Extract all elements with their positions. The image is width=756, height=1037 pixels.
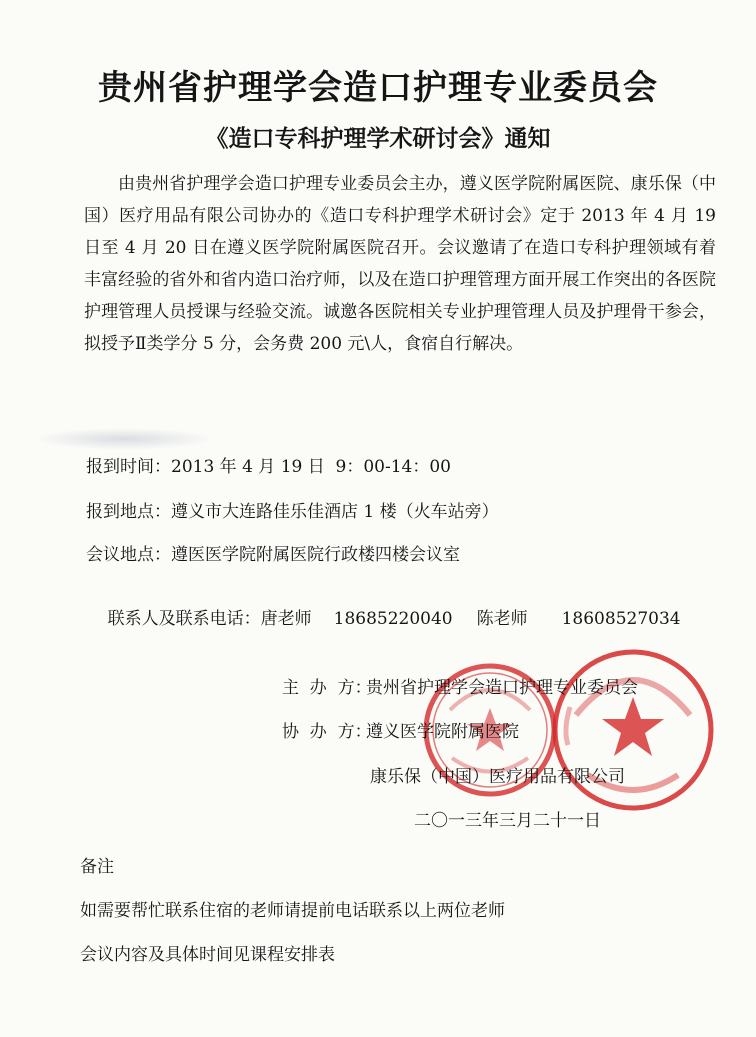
document-title: 贵州省护理学会造口护理专业委员会 [98, 68, 658, 108]
scan-smudge [34, 428, 214, 450]
co-organizer-value-2: 康乐保（中国）医疗用品有限公司 [370, 767, 625, 787]
hospital-seal-icon [548, 645, 718, 815]
contact-label: 联系人及联系电话： [107, 609, 261, 629]
contact-line [86, 584, 681, 649]
registration-time: 报到时间：2013 年 4 月 19 日 9：00-14：00 [86, 457, 451, 477]
host-label: 主 办 方： [282, 678, 372, 698]
contact-2-name: 陈老师 [476, 609, 528, 629]
document-date: 二〇一三年三月二十一日 [414, 811, 601, 831]
host-value: 贵州省护理学会造口护理专业委员会 [366, 678, 638, 698]
contact-1-name: 唐老师 [260, 609, 312, 629]
registration-place: 报到地点：遵义市大连路佳乐佳酒店 1 楼（火车站旁） [86, 502, 499, 522]
co-organizer-value-1: 遵义医学院附属医院 [366, 722, 519, 742]
notes-line-2: 会议内容及具体时间见课程安排表 [80, 945, 335, 965]
notes-line-1: 如需要帮忙联系住宿的老师请提前电话联系以上两位老师 [80, 901, 505, 921]
document-subtitle: 《造口专科护理学术研讨会》通知 [205, 125, 551, 152]
body-paragraph: 由贵州省护理学会造口护理专业委员会主办，遵义医学院附属医院、康乐保（中国）医疗用品有限公司协办的《造口专科护理学术研讨会》定于 2013 年 4 月 19 日至 4 月 20 日在遵义医学院附属医院召开。会议邀请了在造口专科护理领域有着丰富经验的省外和省内造口治疗师，以及在造口护理管理方面开展工作突出的各医院护理管理人员授课与经验交流。诚邀各医院相关专业护理管理人员及护理骨干参会，拟授予Ⅱ类学分 5 分，会务费 200 元\人，食宿自行解决。 [84, 174, 716, 354]
notes-label: 备注 [80, 857, 114, 877]
contact-2-phone: 18608527034 [561, 609, 681, 629]
co-organizer-label: 协 办 方： [282, 722, 372, 742]
contact-1-phone: 18685220040 [333, 609, 453, 629]
meeting-place: 会议地点：遵医医学院附属医院行政楼四楼会议室 [86, 545, 460, 565]
